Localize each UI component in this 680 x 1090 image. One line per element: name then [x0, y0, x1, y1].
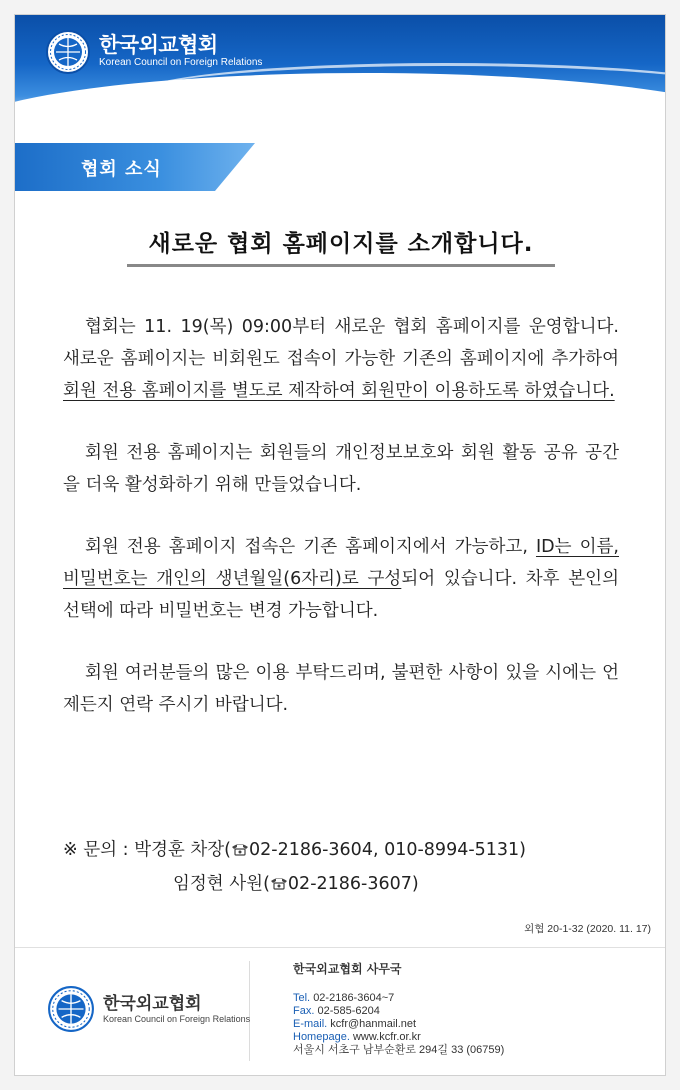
paragraph-2: 회원 전용 홈페이지는 회원들의 개인정보보호와 회원 활동 공유 공간을 더욱 활성화하기 위해 만들었습니다. — [63, 443, 619, 495]
header-banner — [15, 15, 665, 123]
footer-fax — [293, 1005, 504, 1018]
headline: 새로운 협회 홈페이지를 소개합니다. — [127, 225, 555, 266]
paragraph-1 — [63, 311, 619, 407]
contact-person-1: 박경훈 차장( — [134, 840, 231, 860]
paragraph-1-underlined: 회원 전용 홈페이지를 별도로 제작하여 회원만이 이용하도록 하였습니다. — [63, 381, 615, 401]
org-name-en: Korean Council on Foreign Relations — [99, 57, 263, 68]
footer-divider-line — [15, 947, 665, 948]
kcfr-emblem-icon — [47, 985, 95, 1033]
paragraph-4: 회원 여러분들의 많은 이용 부탁드리며, 불편한 사항이 있을 시에는 언제든지 연락 주시기 바랍니다. — [63, 663, 619, 715]
contact-phone-1: 02-2186-3604, 010-8994-5131) — [248, 840, 527, 860]
paragraph-3-text: 회원 전용 홈페이지 접속은 기존 홈페이지에서 가능하고, — [85, 537, 536, 557]
section-label: 협회 소식 — [81, 159, 162, 180]
paragraph-3 — [63, 531, 619, 627]
email-label: E-mail. — [293, 1018, 328, 1030]
headline-underline — [127, 264, 555, 267]
homepage-link[interactable]: www.kcfr.or.kr — [352, 1031, 421, 1043]
section-tab — [15, 143, 255, 191]
footer-tel — [293, 992, 504, 1005]
newsletter-sheet — [14, 14, 666, 1076]
contact-person-2: 임정현 사원( — [173, 874, 270, 894]
footer-office: 한국외교협회 사무국 — [293, 962, 402, 976]
email-link[interactable]: kcfr@hanmail.net — [330, 1018, 417, 1030]
fax-label: Fax. — [293, 1005, 315, 1017]
contact-phone-2: 02-2186-3607) — [287, 874, 419, 894]
phone-icon — [270, 876, 288, 890]
footer-org-name-en: Korean Council on Foreign Relations — [103, 1014, 251, 1024]
phone-icon — [231, 842, 249, 856]
contact-row-2 — [63, 867, 619, 901]
contact-info — [63, 833, 619, 901]
fax-value: 02-585-6204 — [317, 1005, 380, 1017]
contact-prefix: ※ 문의 : — [63, 840, 135, 860]
article-body — [63, 311, 619, 751]
footer-org-name-ko: 한국외교협회 — [103, 994, 202, 1014]
document-number: 외협 20-1-32 (2020. 11. 17) — [524, 923, 651, 935]
footer-homepage — [293, 1031, 504, 1044]
paragraph-3-text-end: 되어 있습니다. 차후 본인의 선택에 따라 비밀번호는 변경 가능합니다. — [63, 569, 619, 621]
footer-contact-block — [293, 963, 504, 1057]
banner-swoosh-line — [135, 63, 665, 123]
homepage-label: Homepage. — [293, 1031, 350, 1043]
contact-row-1 — [63, 833, 619, 867]
footer-address: 서울시 서초구 남부순환로 294길 33 (06759) — [293, 1044, 505, 1056]
tel-label: Tel. — [293, 992, 311, 1004]
paragraph-3-underlined: ID는 이름, 비밀번호는 개인의 생년월일(6자리)로 구성 — [63, 537, 619, 589]
footer-email — [293, 1018, 504, 1031]
paragraph-1-text: 협회는 11. 19(목) 09:00부터 새로운 협회 홈페이지를 운영합니다. 새로운 홈페이지는 비회원도 접속이 가능한 기존의 홈페이지에 추가하여 — [63, 317, 619, 369]
tel-value: 02-2186-3604~7 — [313, 992, 395, 1004]
kcfr-emblem-icon — [45, 29, 91, 75]
footer-vertical-divider — [249, 961, 250, 1061]
org-name-ko: 한국외교협회 — [99, 33, 218, 57]
